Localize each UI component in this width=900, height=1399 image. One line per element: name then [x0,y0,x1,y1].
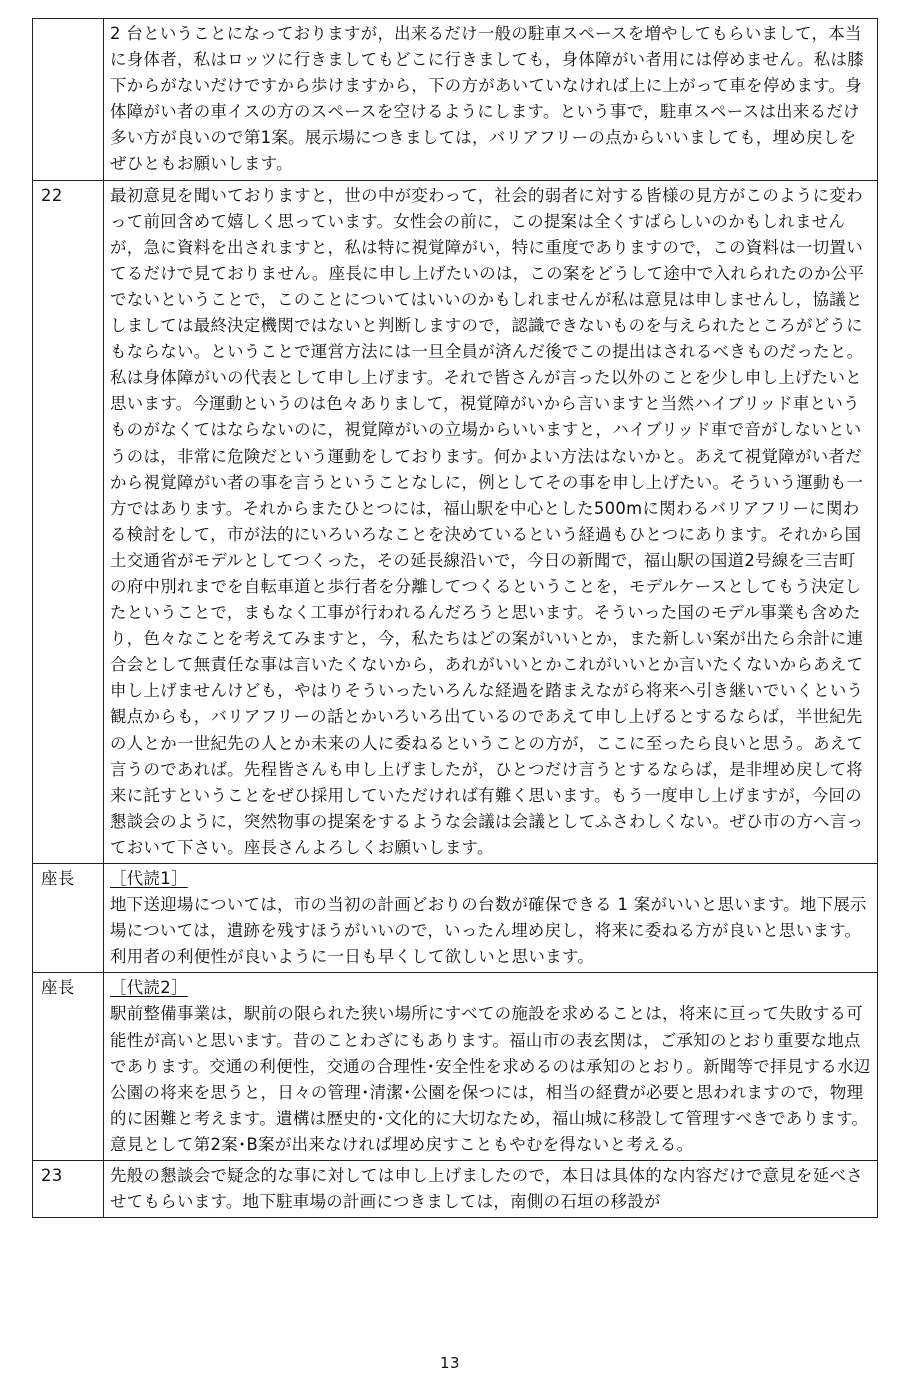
remark-cell [104,180,878,863]
speaker-cell: 22 [33,180,104,863]
page-number: 13 [439,1354,461,1372]
speaker-cell: 座長 [33,864,104,973]
remark-text: 駅前整備事業は，駅前の限られた狭い場所にすべての施設を求めることは，将来に亘って失敗する可能性が高いと思います。昔のことわざにもあります。福山市の表玄関は，ご承知のとおり重要な地点であります。交通の利便性，交通の合理性･安全性を求めるのは承知のとおり。新聞等で拝見する水辺公園の将来を思うと，日々の管理･清潔･公園を保つには，相当の経費が必要と思われますので，物理的に困難と考えます。遺構は歴史的･文化的に大切なため，福山城に移設して管理すべきであります。意見として第2案･B案が出来なければ埋め戻すこともやむを得ないと考える。 [110,1004,871,1154]
remark-text: 地下送迎場については，市の当初の計画どおりの台数が確保できる 1 案がいいと思います。地下展示場については，遺跡を残すほうがいいので，いったん埋め戻し，将来に委ねる方が良いと思います。利用者の利便性が良いように一日も早くして欲しいと思います。 [110,895,867,967]
remark-cell [104,19,878,181]
proxy-reading-label: ［代読1］ [110,869,188,888]
remark-text: 先般の懇談会で疑念的な事に対しては申し上げましたので，本日は具体的な内容だけで意見を延べさせてもらいます。地下駐車場の計画につきましては，南側の石垣の移設が [110,1166,863,1212]
table-row [33,864,878,973]
proxy-reading-label: ［代読2］ [110,978,188,998]
transcript-table [32,18,878,1218]
table-row [33,180,878,863]
remark-cell [104,973,878,1161]
remark-text: 最初意見を聞いておりますと，世の中が変わって，社会的弱者に対する皆様の見方がこのように変わって前回含めて嬉しく思っています。女性会の前に，この提案は全くすばらしいのかもしれませんが，急に資料を出されますと，私は特に視覚障がい，特に重度でありますので，この資料は一切置いてるだけで見ておりません。座長に申し上げたいのは，この案をどうして途中で入れられたのか公平でないということで，このことについてはいいのかもしれませんが私は意見は申しませんし，協議としましては最終決定機関ではないと判断しますので，認識できないものを与えられたところがどうにもならない。ということで運営方法には一旦全員が済んだ後でこの提出はされるべきものだったと。私は身体障がいの代表として申し上げます。それで皆さんが言った以外のことを少し申し上げたいと思います。今運動というのは色々ありまして，視覚障がいから言いますと当然ハイブリッド車というものがなくてはならないのに，視覚障がいの立場からいいますと，ハイブリッド車で音がしないというのは，非常に危険だという運動をしております。何かよい方法はないかと。あえて視覚障がい者だから視覚障がい者の事を言うということなしに，例としてその事を申し上げたい。そういう運動も一方ではあります。それからまたひとつには，福山駅を中心とした500mに関わるバリアフリーに関わる検討をして，市が法的にいろいろなことを決めているという経過もひとつにあります。それから国土交通省がモデルとしてつくった，その延長線沿いで，今日の新聞で，福山駅の国道2号線を三吉町の府中別れまでを自転車道と歩行者を分離してつくるということを，モデルケースとしてもう決定したということで，まもなく工事が行われるんだろうと思います。そういった国のモデル事業も含めたり，色々なことを考えてみますと，今，私たちはどの案がいいとか，また新しい案が出たら余計に連合会として無責任な事は言いたくないから，あれがいいとかこれがいいとか言いたくないからあえて申し上げませんけども，やはりそういったいろんな経過を踏まえながら将来へ引き継いでいくという観点からも，バリアフリーの話とかいろいろ出ているのであえて申し上げるとするならば，半世紀先の人とか一世紀先の人とか未来の人に委ねるということの方が，ここに至ったら良いと思う。あえて言うのであれば。先程皆さんも申し上げましたが，ひとつだけ言うとするならば，是非埋め戻して将来に託すということをぜひ採用していただければ有難く思います。もう一度申し上げますが，今回の懇談会のように，突然物事の提案をするような会議は会議としてふさわしくない。ぜひ市の方へ言っておいて下さい。座長さんよろしくお願いします。 [110,185,865,857]
remark-cell [104,864,878,973]
table-row [33,973,878,1161]
speaker-cell: 座長 [33,973,104,1161]
remark-text: 2 台ということになっておりますが，出来るだけ一般の駐車スペースを増やしてもらいまして，本当に身体者，私はロッツに行きましてもどこに行きましても，身体障がい者用には停めません。私は膝下からがないだけですから歩けますから，下の方があいていなければ上に上がって車を停めます。身体障がい者の車イスの方のスペースを空けるようにします。という事で，駐車スペースは出来るだけ多い方が良いので第1案。展示場につきましては，バリアフリーの点からいいましても，埋め戻しをぜひともお願いします。 [110,24,864,174]
table-row [33,1161,878,1218]
speaker-cell [33,19,104,181]
table-row [33,19,878,181]
speaker-cell: 23 [33,1161,104,1218]
remark-cell [104,1161,878,1218]
